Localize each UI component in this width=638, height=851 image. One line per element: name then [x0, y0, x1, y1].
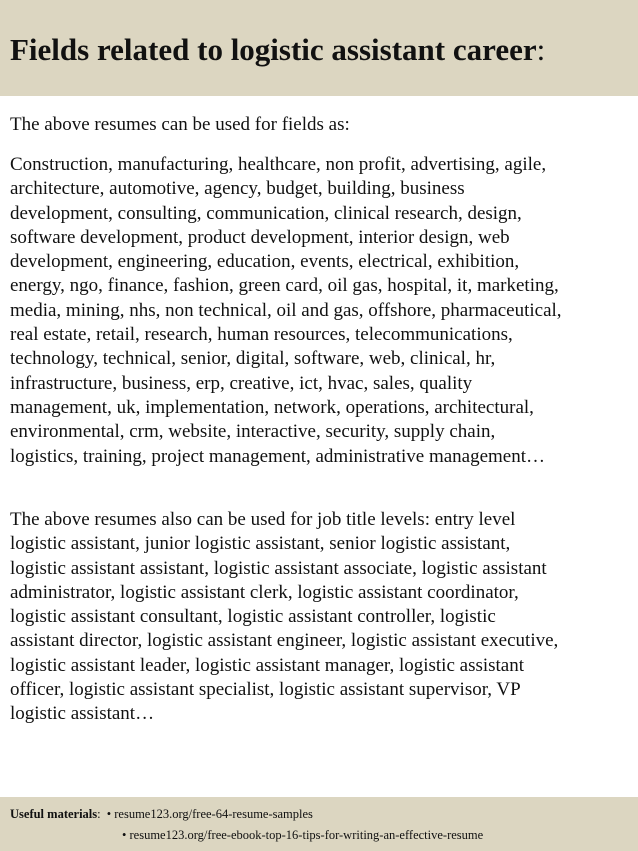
fields-line: energy, ngo, finance, fashion, green card, oil gas, hospital, it, marketing, [10, 275, 559, 297]
resume-samples-link[interactable]: • resume123.org/free-64-resume-samples [106, 807, 313, 821]
ebook-tips-link[interactable]: • resume123.org/free-ebook-top-16-tips-for-writing-an-effective-resume [122, 828, 484, 842]
fields-line: infrastructure, business, erp, creative, ict, hvac, sales, quality [10, 372, 473, 394]
fields-line: architecture, automotive, agency, budget, building, business [10, 178, 465, 200]
job-titles-line: logistic assistant assistant, logistic assistant associate, logistic assistant [10, 557, 547, 579]
job-titles-paragraph [10, 508, 635, 727]
fields-paragraph [10, 153, 635, 469]
job-titles-line: logistic assistant, junior logistic assistant, senior logistic assistant, [10, 533, 511, 555]
fields-line: technology, technical, senior, digital, software, web, clinical, hr, [10, 348, 496, 370]
job-titles-line: logistic assistant consultant, logistic assistant controller, logistic [10, 606, 496, 628]
fields-line: development, engineering, education, events, electrical, exhibition, [10, 251, 520, 273]
fields-line: management, uk, implementation, network, operations, architectural, [10, 396, 534, 418]
job-titles-line: officer, logistic assistant specialist, logistic assistant supervisor, VP [10, 679, 521, 701]
fields-line: development, consulting, communication, clinical research, design, [10, 202, 522, 224]
job-titles-line: assistant director, logistic assistant engineer, logistic assistant executive, [10, 630, 559, 652]
fields-line: environmental, crm, website, interactive, security, supply chain, [10, 421, 496, 443]
fields-line: logistics, training, project management, administrative management… [10, 445, 546, 467]
fields-line: software development, product development, interior design, web [10, 226, 510, 248]
page-title-text: Fields related to logistic assistant career [10, 32, 537, 67]
useful-materials-label: Useful materials [10, 807, 98, 821]
job-titles-line: logistic assistant leader, logistic assistant manager, logistic assistant [10, 654, 525, 676]
intro-text: The above resumes can be used for fields as: [10, 114, 350, 135]
useful-materials-footer [10, 804, 484, 842]
fields-line: Construction, manufacturing, healthcare, non profit, advertising, agile, [10, 154, 547, 175]
page-title-colon: : [536, 32, 546, 67]
page-title [10, 30, 545, 70]
fields-line: media, mining, nhs, non technical, oil and gas, offshore, pharmaceutical, [10, 299, 562, 321]
job-titles-line: administrator, logistic assistant clerk, logistic assistant coordinator, [10, 581, 519, 603]
job-titles-line: The above resumes also can be used for job title levels: entry level [10, 509, 516, 530]
fields-line: real estate, retail, research, human resources, telecommunications, [10, 324, 513, 346]
job-titles-line: logistic assistant… [10, 703, 155, 725]
useful-materials-separator: : [97, 807, 101, 821]
